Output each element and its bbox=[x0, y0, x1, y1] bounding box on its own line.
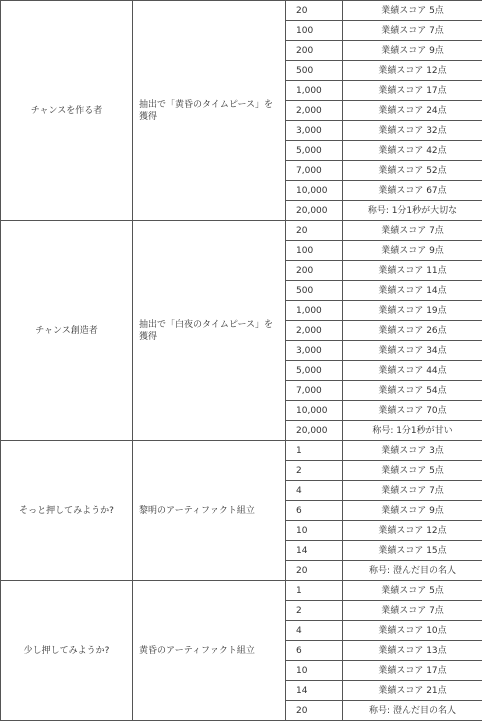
tier-count: 10,000 bbox=[286, 181, 343, 201]
achievement-condition: 抽出で「白夜のタイムピース」を獲得 bbox=[133, 221, 286, 441]
tier-count: 20,000 bbox=[286, 201, 343, 221]
tier-reward: 業績スコア 9点 bbox=[343, 41, 482, 61]
tier-reward: 業績スコア 11点 bbox=[343, 261, 482, 281]
tier-count: 20 bbox=[286, 221, 343, 241]
tier-reward: 業績スコア 12点 bbox=[343, 521, 482, 541]
table-row bbox=[1, 581, 482, 601]
tier-reward: 業績スコア 7点 bbox=[343, 481, 482, 501]
tier-count: 20,000 bbox=[286, 421, 343, 441]
tier-count: 1 bbox=[286, 581, 343, 601]
tier-count: 20 bbox=[286, 561, 343, 581]
tier-reward: 業績スコア 9点 bbox=[343, 241, 482, 261]
tier-reward: 業績スコア 5点 bbox=[343, 461, 482, 481]
table-row bbox=[1, 1, 482, 21]
tier-count: 1,000 bbox=[286, 301, 343, 321]
tier-reward: 称号: 澄んだ目の名人 bbox=[343, 701, 482, 721]
achievement-condition: 黎明のアーティファクト組立 bbox=[133, 441, 286, 581]
tier-count: 10 bbox=[286, 521, 343, 541]
tier-reward: 業績スコア 13点 bbox=[343, 641, 482, 661]
tier-reward: 業績スコア 54点 bbox=[343, 381, 482, 401]
tier-reward: 業績スコア 52点 bbox=[343, 161, 482, 181]
achievement-name: チャンス創造者 bbox=[1, 221, 133, 441]
tier-count: 14 bbox=[286, 681, 343, 701]
tier-count: 200 bbox=[286, 261, 343, 281]
tier-reward: 業績スコア 7点 bbox=[343, 21, 482, 41]
tier-reward: 業績スコア 15点 bbox=[343, 541, 482, 561]
tier-reward: 称号: 1分1秒が甘い bbox=[343, 421, 482, 441]
tier-reward: 業績スコア 5点 bbox=[343, 581, 482, 601]
achievement-name: 少し押してみようか? bbox=[1, 581, 133, 721]
tier-count: 7,000 bbox=[286, 161, 343, 181]
tier-count: 20 bbox=[286, 1, 343, 21]
tier-count: 10 bbox=[286, 661, 343, 681]
tier-count: 100 bbox=[286, 21, 343, 41]
table-row bbox=[1, 221, 482, 241]
tier-reward: 業績スコア 26点 bbox=[343, 321, 482, 341]
tier-reward: 業績スコア 32点 bbox=[343, 121, 482, 141]
tier-reward: 業績スコア 5点 bbox=[343, 1, 482, 21]
tier-count: 6 bbox=[286, 501, 343, 521]
tier-reward: 業績スコア 3点 bbox=[343, 441, 482, 461]
tier-reward: 称号: 澄んだ目の名人 bbox=[343, 561, 482, 581]
tier-count: 4 bbox=[286, 481, 343, 501]
achievement-name: そっと押してみようか? bbox=[1, 441, 133, 581]
tier-reward: 業績スコア 67点 bbox=[343, 181, 482, 201]
tier-count: 500 bbox=[286, 281, 343, 301]
tier-count: 7,000 bbox=[286, 381, 343, 401]
table-row bbox=[1, 441, 482, 461]
tier-reward: 称号: 1分1秒が大切な bbox=[343, 201, 482, 221]
tier-reward: 業績スコア 19点 bbox=[343, 301, 482, 321]
tier-reward: 業績スコア 10点 bbox=[343, 621, 482, 641]
tier-count: 100 bbox=[286, 241, 343, 261]
tier-reward: 業績スコア 7点 bbox=[343, 601, 482, 621]
tier-reward: 業績スコア 42点 bbox=[343, 141, 482, 161]
tier-count: 5,000 bbox=[286, 141, 343, 161]
tier-count: 14 bbox=[286, 541, 343, 561]
tier-reward: 業績スコア 21点 bbox=[343, 681, 482, 701]
tier-count: 2,000 bbox=[286, 101, 343, 121]
achievement-condition: 抽出で「黄昏のタイムピース」を獲得 bbox=[133, 1, 286, 221]
tier-reward: 業績スコア 24点 bbox=[343, 101, 482, 121]
tier-reward: 業績スコア 7点 bbox=[343, 221, 482, 241]
achievement-name: チャンスを作る者 bbox=[1, 1, 133, 221]
tier-count: 500 bbox=[286, 61, 343, 81]
achievement-table-body bbox=[1, 1, 482, 721]
tier-count: 10,000 bbox=[286, 401, 343, 421]
tier-count: 2,000 bbox=[286, 321, 343, 341]
tier-count: 4 bbox=[286, 621, 343, 641]
tier-count: 3,000 bbox=[286, 121, 343, 141]
tier-count: 5,000 bbox=[286, 361, 343, 381]
tier-count: 6 bbox=[286, 641, 343, 661]
tier-count: 2 bbox=[286, 461, 343, 481]
tier-count: 20 bbox=[286, 701, 343, 721]
tier-reward: 業績スコア 70点 bbox=[343, 401, 482, 421]
tier-reward: 業績スコア 12点 bbox=[343, 61, 482, 81]
tier-count: 2 bbox=[286, 601, 343, 621]
tier-count: 1,000 bbox=[286, 81, 343, 101]
tier-reward: 業績スコア 17点 bbox=[343, 661, 482, 681]
tier-reward: 業績スコア 44点 bbox=[343, 361, 482, 381]
tier-reward: 業績スコア 14点 bbox=[343, 281, 482, 301]
tier-count: 200 bbox=[286, 41, 343, 61]
tier-count: 3,000 bbox=[286, 341, 343, 361]
tier-reward: 業績スコア 34点 bbox=[343, 341, 482, 361]
achievement-condition: 黄昏のアーティファクト組立 bbox=[133, 581, 286, 721]
tier-count: 1 bbox=[286, 441, 343, 461]
tier-reward: 業績スコア 17点 bbox=[343, 81, 482, 101]
tier-reward: 業績スコア 9点 bbox=[343, 501, 482, 521]
